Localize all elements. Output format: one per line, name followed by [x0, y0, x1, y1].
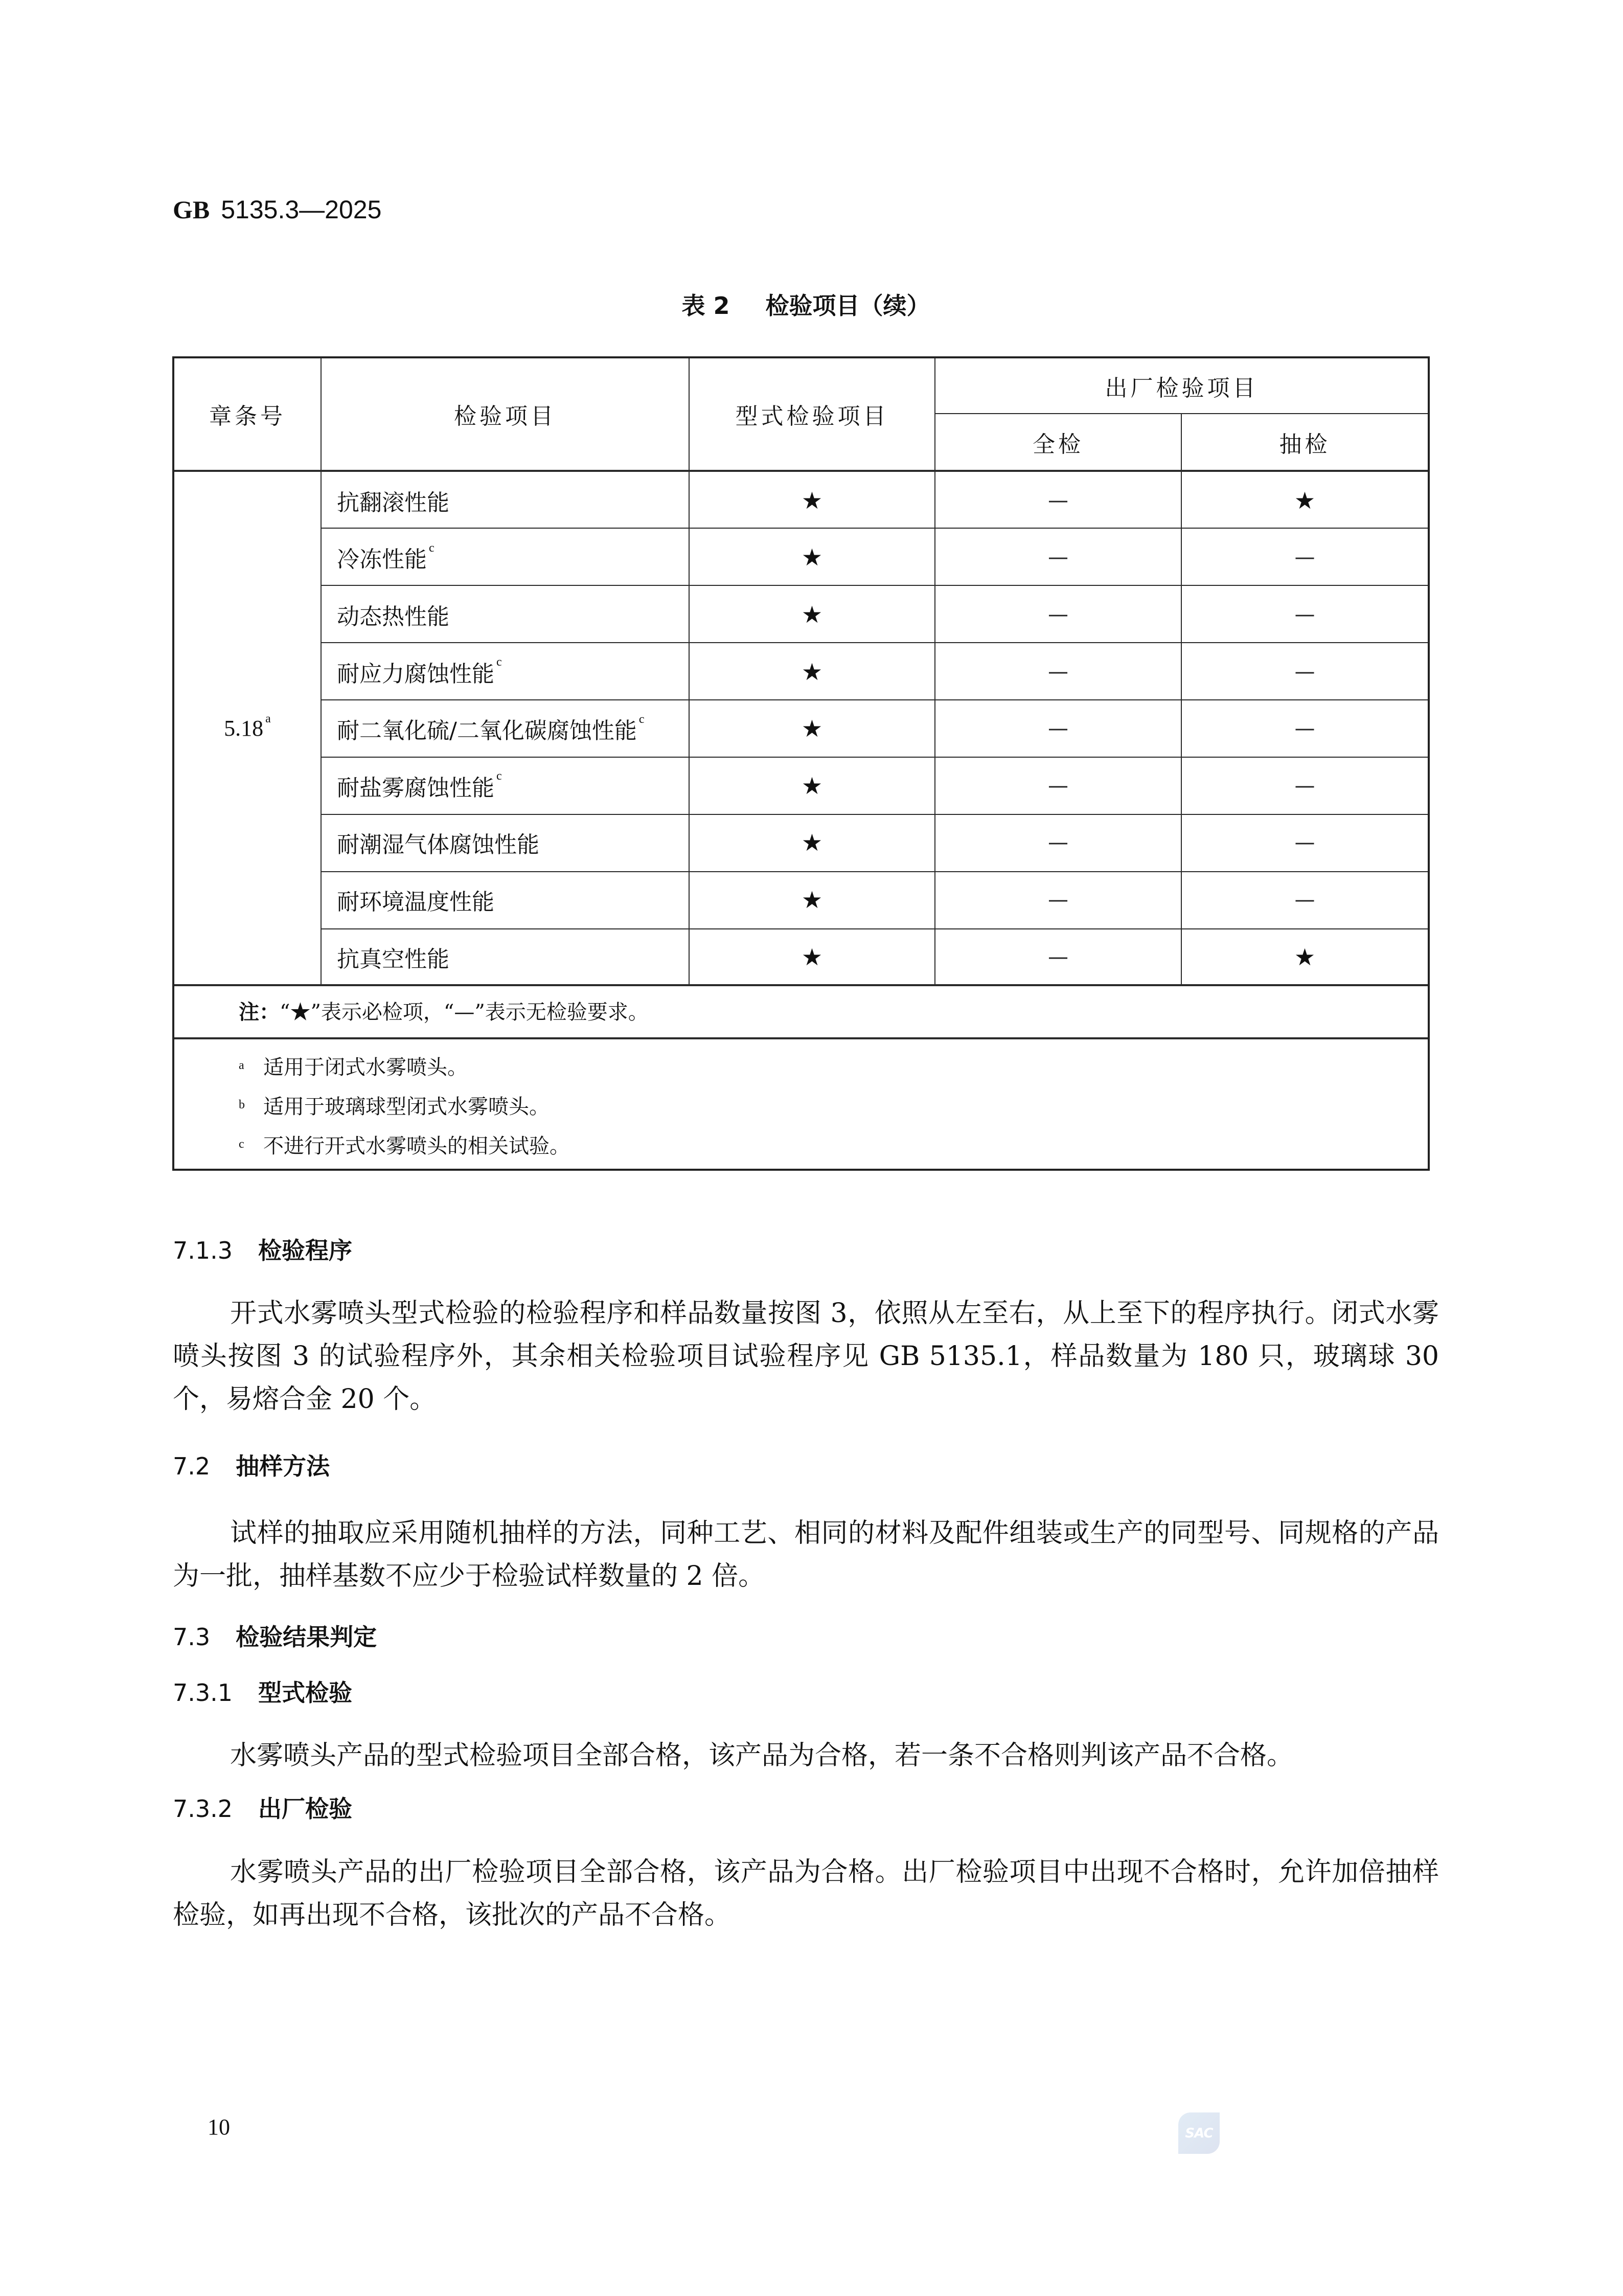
section-paragraph: 水雾喷头产品的出厂检验项目全部合格，该产品为合格。出厂检验项目中出现不合格时，允许加倍抽样检验，如再出现不合格，该批次的产品不合格。 — [173, 1857, 1439, 1930]
cell-item — [322, 529, 689, 586]
cell-type-test — [690, 757, 934, 814]
footnote-mark: a — [239, 1059, 244, 1072]
table-caption-text: 检验项目（续） — [765, 292, 930, 320]
footnote — [239, 1055, 1404, 1080]
dash-icon: — — [1294, 545, 1315, 570]
cell-type-test — [690, 700, 934, 757]
clause-footnote-mark: a — [265, 712, 271, 725]
cell-full-check — [935, 472, 1181, 529]
cell-type-test — [690, 643, 934, 700]
table-divider — [174, 1037, 1428, 1039]
section-number: 7.3.1 — [173, 1679, 233, 1707]
dash-icon: — — [1048, 717, 1068, 741]
cell-full-check — [935, 928, 1181, 986]
cell-item — [322, 700, 689, 757]
cell-full-check — [935, 529, 1181, 586]
item-label: 耐盐雾腐蚀性能 — [337, 775, 494, 801]
star-icon: ★ — [801, 715, 823, 743]
cell-sample-check — [1182, 928, 1428, 986]
section-number: 7.3.2 — [173, 1795, 233, 1823]
footnote — [239, 1133, 1404, 1159]
cell-sample-check — [1182, 472, 1428, 529]
dash-icon: — — [1048, 888, 1068, 912]
footnote-mark: b — [239, 1098, 245, 1111]
section-number: 7.1.3 — [173, 1237, 233, 1264]
section-title: 检验程序 — [258, 1237, 353, 1264]
cell-full-check — [935, 586, 1181, 643]
column-header-full-check: 全检 — [1033, 431, 1084, 458]
column-header-factory-test: 出厂检验项目 — [1105, 375, 1259, 401]
cell-full-check — [935, 643, 1181, 700]
star-icon: ★ — [801, 486, 823, 514]
section-title: 出厂检验 — [258, 1795, 353, 1823]
column-header-type-test: 型式检验项目 — [735, 403, 889, 429]
footnote-text: 不进行开式水雾喷头的相关试验。 — [263, 1134, 570, 1158]
column-header-clause: 章条号 — [209, 403, 286, 429]
cell-type-test — [690, 529, 934, 586]
section-heading — [173, 1678, 1439, 1707]
footnote — [239, 1094, 1404, 1120]
star-icon: ★ — [801, 829, 823, 857]
clause-number: 5.18 — [224, 715, 264, 741]
footnote-text: 适用于闭式水雾喷头。 — [263, 1056, 468, 1079]
section-number: 7.2 — [173, 1452, 211, 1480]
section-paragraph: 试样的抽取应采用随机抽样的方法，同种工艺、相同的材料及配件组装或生产的同型号、同规格的产品为一批，抽样基数不应少于检验试样数量的 2 倍。 — [173, 1518, 1439, 1592]
dash-icon: — — [1048, 660, 1068, 684]
star-icon: ★ — [801, 600, 823, 628]
star-icon: ★ — [801, 771, 823, 800]
cell-type-test — [690, 928, 934, 986]
section-title: 抽样方法 — [236, 1452, 330, 1480]
cell-item — [322, 757, 689, 814]
doc-number: 5135.3—2025 — [221, 195, 382, 224]
cell-item — [322, 643, 689, 700]
cell-type-test — [690, 586, 934, 643]
dash-icon: — — [1294, 888, 1315, 912]
cell-sample-check — [1182, 814, 1428, 872]
table-caption — [173, 290, 1439, 321]
column-header-sample-check: 抽检 — [1279, 431, 1331, 458]
sac-logo — [1178, 2112, 1220, 2154]
cell-item — [322, 472, 689, 529]
section-heading — [173, 1623, 1439, 1651]
item-label: 冷冻性能 — [337, 547, 427, 573]
item-footnote-mark: c — [638, 712, 645, 726]
cell-full-check — [935, 700, 1181, 757]
dash-icon: — — [1294, 774, 1315, 798]
item-label: 耐潮湿气体腐蚀性能 — [337, 832, 539, 858]
section-number: 7.3 — [173, 1623, 211, 1651]
cell-sample-check — [1182, 700, 1428, 757]
dash-icon: — — [1294, 831, 1315, 855]
table-note — [239, 999, 1404, 1025]
star-icon: ★ — [1294, 486, 1316, 514]
footnote-mark: c — [239, 1138, 244, 1151]
section-title: 型式检验 — [258, 1679, 353, 1707]
section-heading — [173, 1452, 1439, 1481]
item-label: 抗真空性能 — [337, 946, 449, 972]
section-heading — [173, 1236, 1439, 1265]
cell-full-check — [935, 871, 1181, 928]
cell-item — [322, 814, 689, 872]
dash-icon: — — [1048, 545, 1068, 570]
section-paragraph: 水雾喷头产品的型式检验项目全部合格，该产品为合格，若一条不合格则判该产品不合格。 — [230, 1740, 1294, 1771]
cell-sample-check — [1182, 529, 1428, 586]
doc-prefix: GB — [173, 195, 210, 224]
item-label: 抗翻滚性能 — [337, 489, 449, 516]
section-heading — [173, 1794, 1439, 1823]
item-label: 耐应力腐蚀性能 — [337, 661, 494, 687]
sac-logo-text: SAC — [1185, 2125, 1213, 2141]
note-label: 注： — [239, 1001, 280, 1024]
star-icon: ★ — [801, 943, 823, 971]
cell-sample-check — [1182, 643, 1428, 700]
item-footnote-mark: c — [496, 769, 502, 783]
cell-type-test — [690, 472, 934, 529]
cell-item — [322, 928, 689, 986]
inspection-items-table — [172, 356, 1430, 1171]
star-icon: ★ — [801, 543, 823, 572]
item-label: 动态热性能 — [337, 603, 449, 630]
cell-sample-check — [1182, 586, 1428, 643]
footnote-text: 适用于玻璃球型闭式水雾喷头。 — [263, 1095, 550, 1119]
star-icon: ★ — [801, 657, 823, 686]
cell-sample-check — [1182, 871, 1428, 928]
clause-number-cell — [174, 472, 321, 984]
section-paragraph: 开式水雾喷头型式检验的检验程序和样品数量按图 3，依照从左至右，从上至下的程序执行。闭式水雾喷头按图 3 的试验程序外，其余相关检验项目试验程序见 GB 5135.1，样品数量为 180 只，玻璃球 30 个，易熔合金 20 个。 — [173, 1298, 1439, 1415]
column-header-item: 检验项目 — [454, 403, 556, 429]
dash-icon: — — [1048, 945, 1068, 969]
dash-icon: — — [1294, 717, 1315, 741]
dash-icon: — — [1048, 602, 1068, 626]
document-code — [173, 194, 582, 225]
item-label: 耐二氧化硫/二氧化碳腐蚀性能 — [337, 718, 637, 744]
cell-type-test — [690, 814, 934, 872]
note-text: “★”表示必检项，“—”表示无检验要求。 — [280, 1001, 649, 1024]
item-label: 耐环境温度性能 — [337, 889, 494, 915]
cell-full-check — [935, 757, 1181, 814]
dash-icon: — — [1048, 774, 1068, 798]
item-footnote-mark: c — [429, 541, 435, 555]
star-icon: ★ — [801, 885, 823, 914]
cell-item — [322, 586, 689, 643]
cell-sample-check — [1182, 757, 1428, 814]
table-caption-label: 表 2 — [681, 292, 730, 320]
cell-item — [322, 871, 689, 928]
section-title: 检验结果判定 — [236, 1623, 377, 1651]
dash-icon: — — [1048, 488, 1068, 512]
item-footnote-mark: c — [496, 655, 502, 669]
dash-icon: — — [1294, 660, 1315, 684]
dash-icon: — — [1294, 602, 1315, 626]
star-icon: ★ — [1294, 943, 1316, 971]
dash-icon: — — [1048, 831, 1068, 855]
cell-type-test — [690, 871, 934, 928]
page-number: 10 — [208, 2115, 230, 2140]
cell-full-check — [935, 814, 1181, 872]
